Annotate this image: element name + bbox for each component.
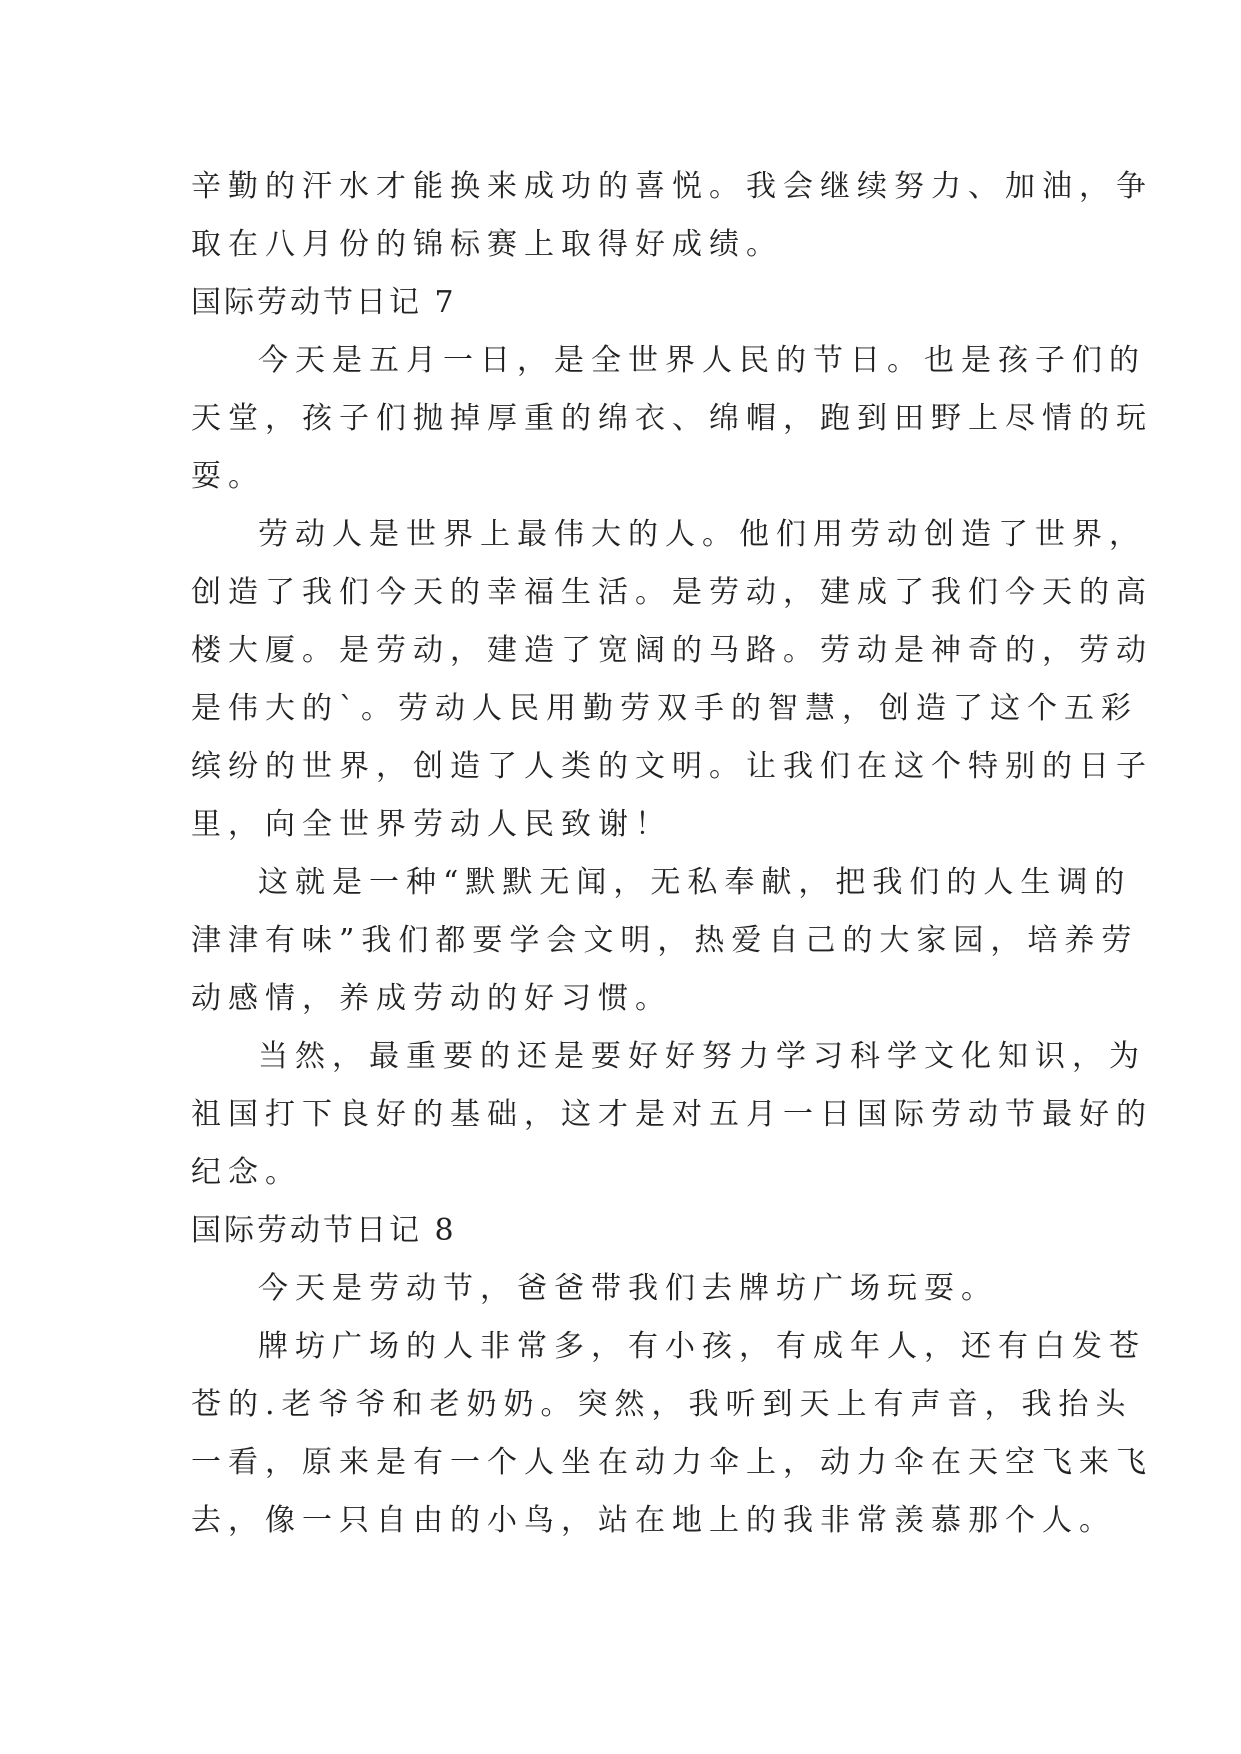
paragraph-line: 当然，最重要的还是要好好努力学习科学文化知识，为 [258, 1039, 1146, 1074]
paragraph-line: 天堂，孩子们抛掉厚重的绵衣、绵帽，跑到田野上尽情的玩 [191, 401, 1153, 436]
paragraph-line: 耍。 [191, 459, 265, 494]
document-page [191, 158, 1153, 1550]
paragraph-line: 一看，原来是有一个人坐在动力伞上，动力伞在天空飞来飞 [191, 1445, 1153, 1480]
paragraph-line: 苍的.老爷爷和老奶奶。突然，我听到天上有声音，我抬头 [191, 1387, 1133, 1422]
paragraph-line: 缤纷的世界，创造了人类的文明。让我们在这个特别的日子 [191, 749, 1153, 784]
paragraph-line: 今天是五月一日，是全世界人民的节日。也是孩子们的 [258, 343, 1146, 378]
paragraph-line: 津津有味”我们都要学会文明，热爱自己的大家园，培养劳 [191, 923, 1139, 958]
paragraph-line: 牌坊广场的人非常多，有小孩，有成年人，还有白发苍 [258, 1329, 1146, 1364]
paragraph-line: 创造了我们今天的幸福生活。是劳动，建成了我们今天的高 [191, 575, 1153, 610]
section-heading-7: 国际劳动节日记 7 [191, 285, 457, 320]
paragraph-line: 劳动人是世界上最伟大的人。他们用劳动创造了世界， [258, 517, 1146, 552]
paragraph-line: 辛勤的汗水才能换来成功的喜悦。我会继续努力、加油，争 [191, 169, 1153, 204]
paragraph-line: 祖国打下良好的基础，这才是对五月一日国际劳动节最好的 [191, 1097, 1153, 1132]
paragraph-line: 纪念。 [191, 1155, 302, 1190]
paragraph-line: 取在八月份的锦标赛上取得好成绩。 [191, 227, 783, 262]
paragraph-line: 去，像一只自由的小鸟，站在地上的我非常羡慕那个人。 [191, 1503, 1116, 1538]
paragraph-line: 里，向全世界劳动人民致谢！ [191, 807, 672, 842]
paragraph-line: 楼大厦。是劳动，建造了宽阔的马路。劳动是神奇的，劳动 [191, 633, 1153, 668]
paragraph-line: 动感情，养成劳动的好习惯。 [191, 981, 672, 1016]
paragraph-line: 这就是一种“默默无闻，无私奉献，把我们的人生调的 [258, 865, 1132, 900]
section-heading-8: 国际劳动节日记 8 [191, 1213, 457, 1248]
paragraph-line: 今天是劳动节，爸爸带我们去牌坊广场玩耍。 [258, 1271, 998, 1306]
paragraph-line: 是伟大的`。劳动人民用勤劳双手的智慧，创造了这个五彩 [191, 691, 1138, 726]
